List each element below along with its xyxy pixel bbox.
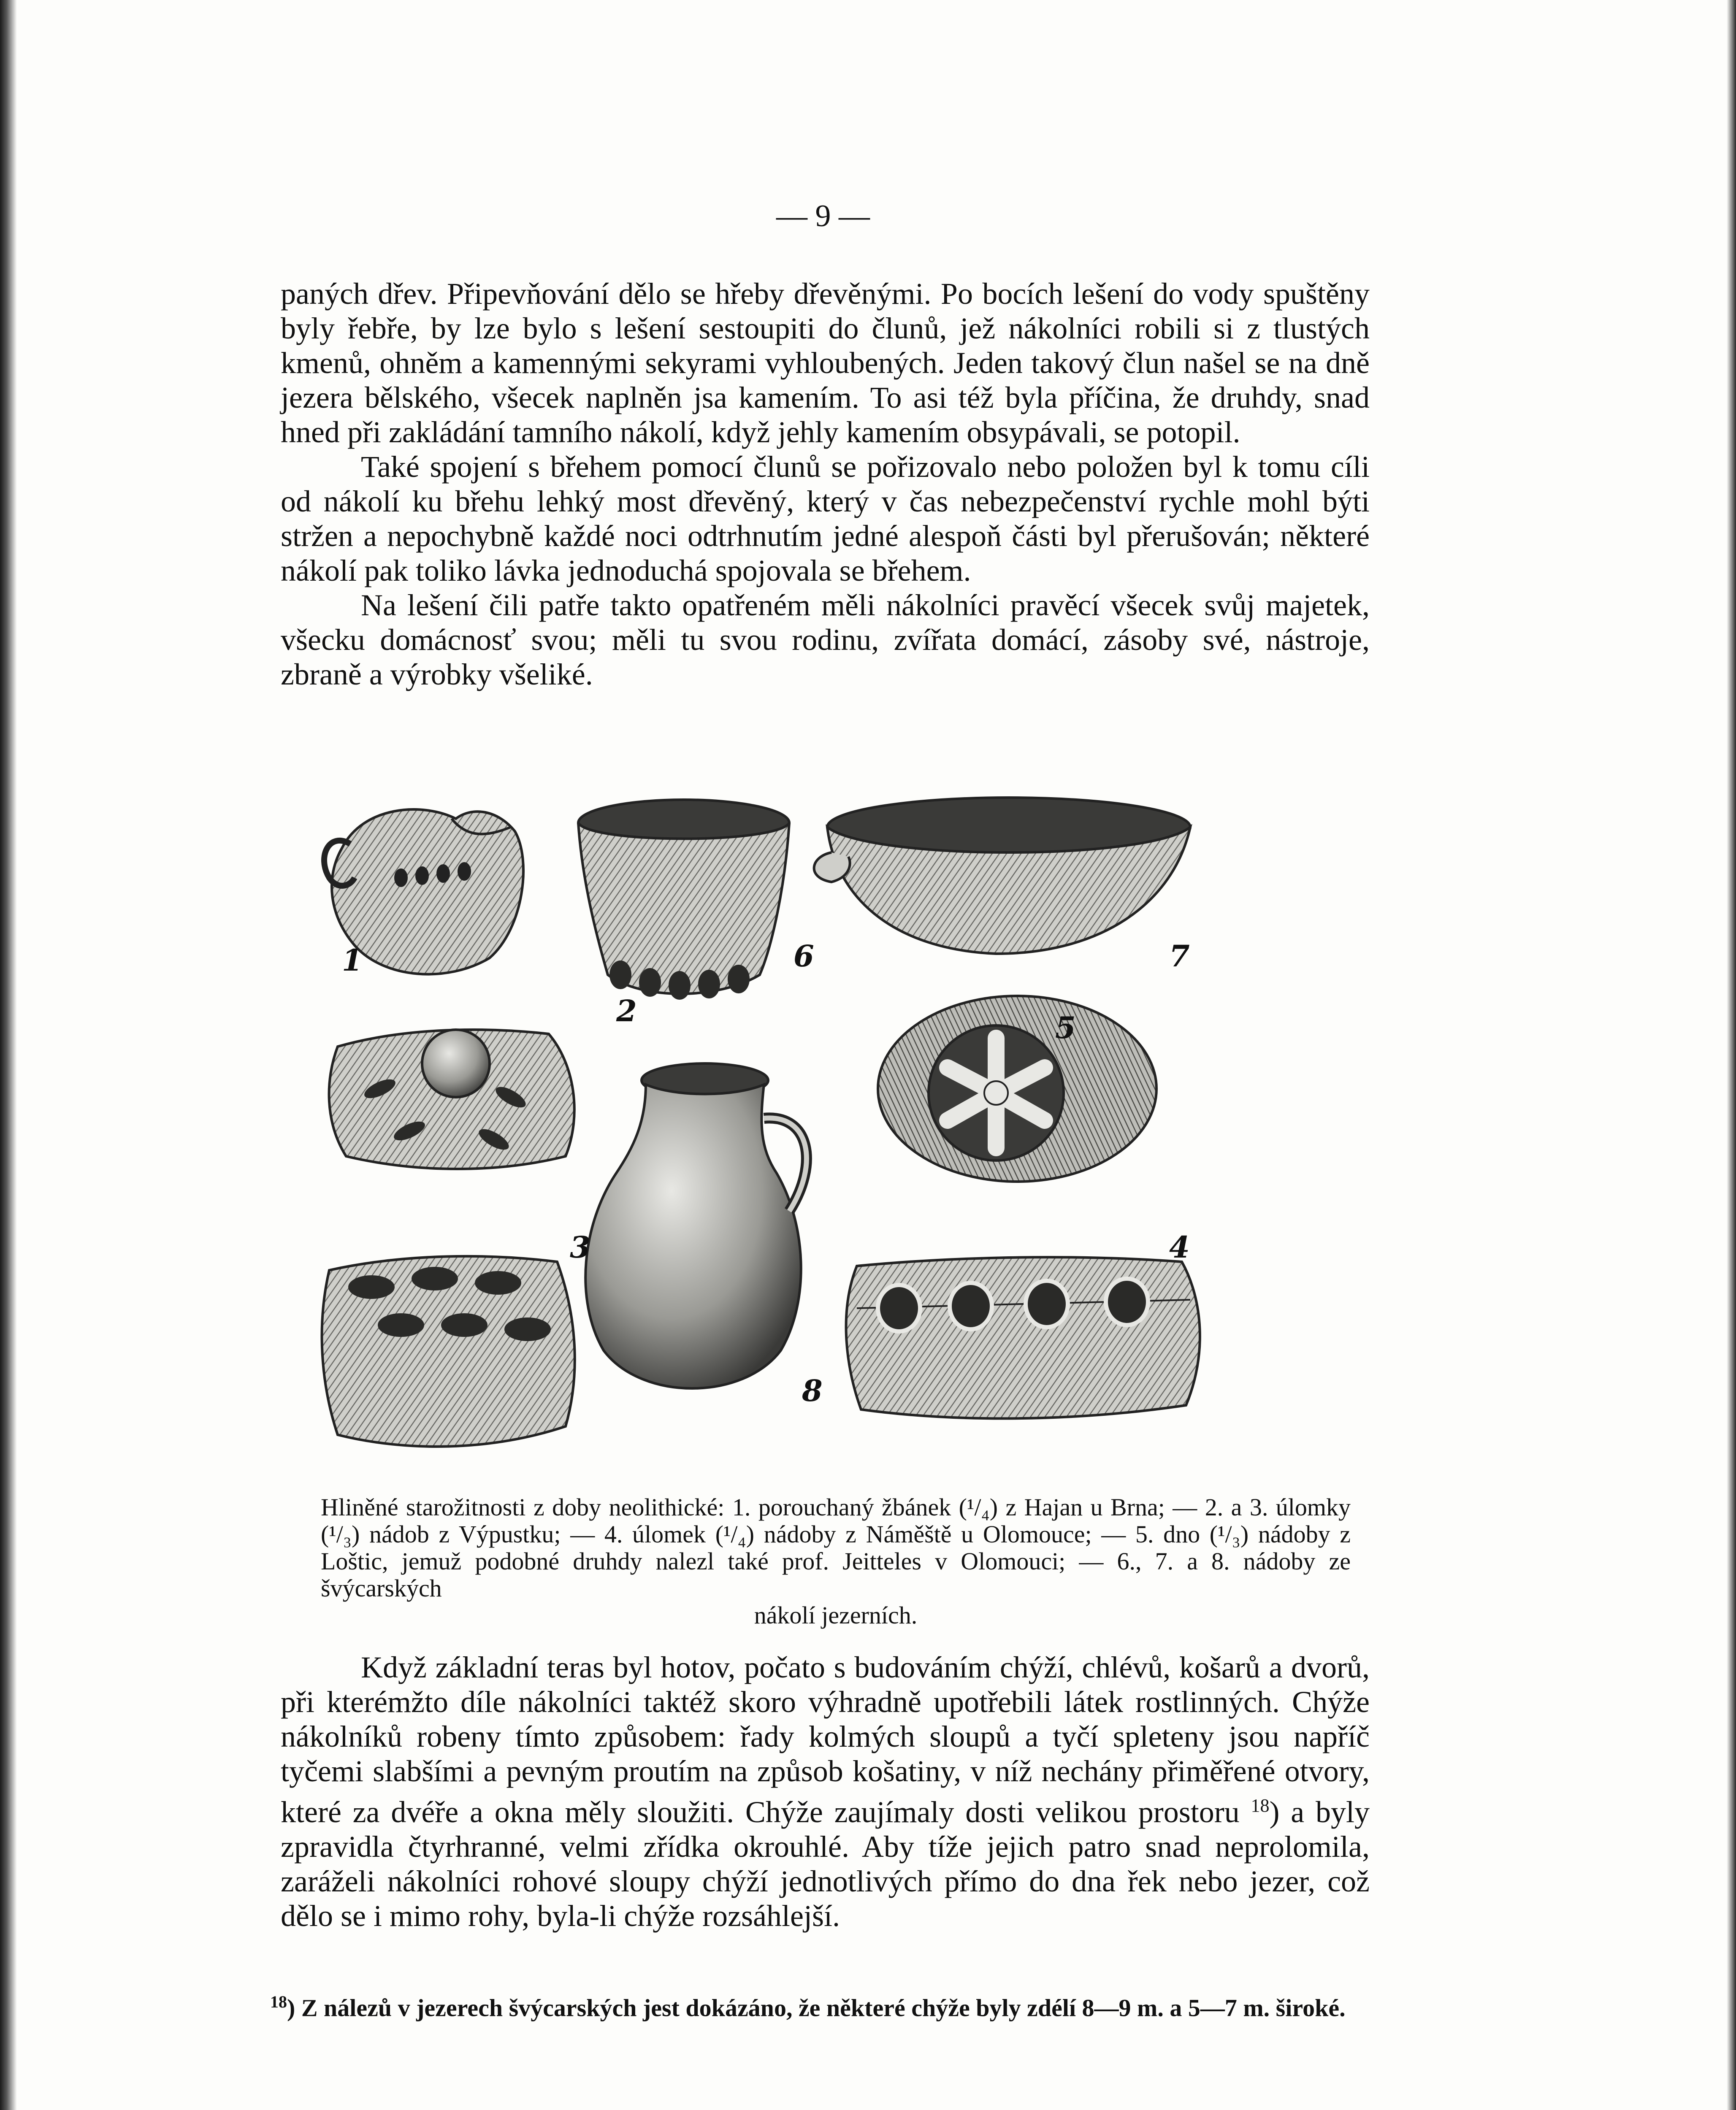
figure-label-7: 7 [1169,939,1190,974]
page-edge-right [1727,0,1736,2110]
footnote-text: ) Z nálezů v jezerech švýcarských jest dokázáno, že některé chýže byly zdélí 8—9 m. a 5—7 m. široké. [287,1994,1346,2022]
footnote-mark: 18 [270,1992,287,2011]
artifact-7-bowl [814,798,1190,954]
page-edge-left [0,0,17,2110]
figure-label-4: 4 [1169,1230,1190,1265]
artifact-3-fragment [322,1256,575,1447]
figure-label-6: 6 [794,939,814,974]
artifact-5-vessel-base [878,996,1156,1182]
artifact-2-fragment [329,1030,574,1169]
page-number: — 9 — [776,199,870,233]
figure-label-8: 8 [802,1373,823,1408]
artifact-6-pot [578,800,789,1000]
body-text-top [281,276,1370,692]
artifact-8-jug [585,1063,807,1388]
footnote [270,1988,1368,2022]
paragraph: paných dřev. Připevňování dělo se hřeby dřevěnými. Po bocích lešení do vody spuštěny byly řebře, by lze bylo s lešení sestoupiti do člunů, jež nákolníci robili si z tlustých kmenů, ohněm a kamennými sekyrami vyhloubených. Jeden takový člun našel se na dně jezera bělského, všecek naplněn jsa kamením. To asi též byla příčina, že druhdy, snad hned při zakládání tamního nákolí, když jehly kamením obsypávali, se potopil. [281,277,1370,449]
paragraph [281,1650,1370,1933]
artifact-4-rim-fragment [846,1257,1200,1418]
figure-caption [321,1494,1351,1629]
body-text-bottom [281,1650,1370,1933]
paragraph: Na lešení čili patře takto opatřeném měli nákolníci pravěcí všecek svůj majetek, všecku domácnosť svou; měli tu svou rodinu, zvířata domácí, zásoby své, nástroje, zbraně a výrobky všeliké. [281,588,1370,691]
pottery-illustration [312,793,1359,1490]
caption-text: Hliněné starožitnosti z doby neolithické: 1. porouchaný žbánek (¹/₄) z Hajan u Brna; — 2. a 3. úlomky (¹/₃) nádob z Výpustku; — 4. úlomek (¹/₄) nádoby z Náměště u Olomouce; — 5. dno (¹/₃) nádoby z Loštic, jemuž podobné druhdy nalezl také prof. Jeitteles v Olomouci; — 6., 7. a 8. nádoby ze švýcarských [321,1493,1351,1602]
footnote-ref: 18 [1251,1795,1270,1816]
caption-text-end: nákolí jezerních. [754,1601,918,1629]
figure-label-1: 1 [342,943,363,978]
figure-label-2: 2 [616,993,637,1028]
figure-label-5: 5 [1055,1010,1076,1045]
figure-label-3: 3 [570,1230,590,1265]
paragraph-text-end: ) a byly zpravidla čtyrhranné, velmi zřídka okrouhlé. Aby tíže jejich patro snad neprolomila, zaráželi nákolníci rohové sloupy chýží jednotlivých přímo do dna řek nebo jezer, což dělo se i mimo rohy, byla-li chýže rozsáhlejší. [281,1795,1370,1933]
paragraph-text: Když základní teras byl hotov, počato s budováním chýží, chlévů, košarů a dvorů, při kterémžto díle nákolníci taktéž skoro výhradně upotřebili látek rostlinných. Chýže nákolníků robeny tímto způsobem: řady kolmých sloupů a tyčí spleteny jsou napříč tyčemi slabšími a pevným proutím na způsob košatiny, v níž nechány přiměřené otvory, které za dvéře a okna měly sloužiti. Chýže zaujímaly dosti velikou prostoru [281,1650,1370,1829]
paragraph: Také spojení s břehem pomocí člunů se pořizovalo nebo položen byl k tomu cíli od nákolí ku břehu lehký most dřevěný, který v čas nebezpečenství rychle mohl býti stržen a nepochybně každé noci odtrhnutím jedné alespoň části byl přerušován; některé nákolí pak toliko lávka jednoduchá spojovala se břehem. [281,450,1370,587]
